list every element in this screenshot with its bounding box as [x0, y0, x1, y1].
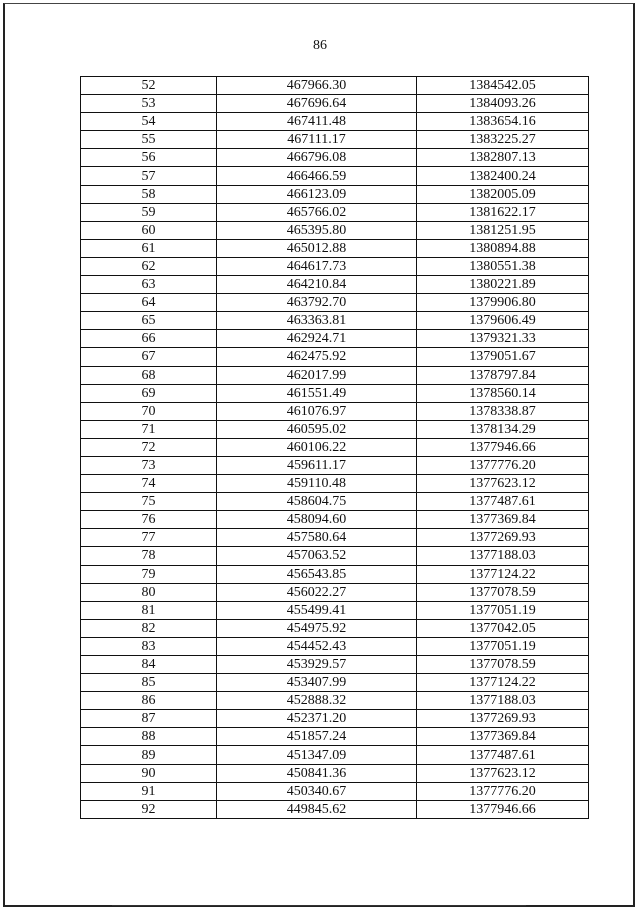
table-row: [81, 149, 589, 167]
table-row: [81, 185, 589, 203]
table-row: [81, 366, 589, 384]
table-row: [81, 348, 589, 366]
y-coordinate-cell: 1380894.88: [417, 239, 589, 257]
point-number-cell: 75: [81, 493, 217, 511]
point-number-cell: 76: [81, 511, 217, 529]
x-coordinate-cell: 460106.22: [217, 438, 417, 456]
table-row: [81, 456, 589, 474]
point-number-cell: 52: [81, 77, 217, 95]
x-coordinate-cell: 466796.08: [217, 149, 417, 167]
point-number-cell: 64: [81, 294, 217, 312]
x-coordinate-cell: 451857.24: [217, 728, 417, 746]
point-number-cell: 67: [81, 348, 217, 366]
table-row: [81, 203, 589, 221]
table-row: [81, 113, 589, 131]
x-coordinate-cell: 464617.73: [217, 257, 417, 275]
y-coordinate-cell: 1377188.03: [417, 547, 589, 565]
point-number-cell: 73: [81, 456, 217, 474]
y-coordinate-cell: 1381622.17: [417, 203, 589, 221]
point-number-cell: 68: [81, 366, 217, 384]
table-row: [81, 583, 589, 601]
x-coordinate-cell: 455499.41: [217, 601, 417, 619]
table-row: [81, 656, 589, 674]
table-row: [81, 728, 589, 746]
table-row: [81, 384, 589, 402]
y-coordinate-cell: 1377078.59: [417, 583, 589, 601]
y-coordinate-cell: 1377042.05: [417, 619, 589, 637]
x-coordinate-cell: 467411.48: [217, 113, 417, 131]
x-coordinate-cell: 462475.92: [217, 348, 417, 366]
x-coordinate-cell: 457063.52: [217, 547, 417, 565]
point-number-cell: 90: [81, 764, 217, 782]
point-number-cell: 57: [81, 167, 217, 185]
y-coordinate-cell: 1377124.22: [417, 674, 589, 692]
point-number-cell: 80: [81, 583, 217, 601]
page-number: 86: [313, 38, 327, 53]
point-number-cell: 65: [81, 312, 217, 330]
bottom-rule: [112, 905, 526, 906]
x-coordinate-cell: 454975.92: [217, 619, 417, 637]
table-row: [81, 710, 589, 728]
point-number-cell: 58: [81, 185, 217, 203]
x-coordinate-cell: 467696.64: [217, 95, 417, 113]
y-coordinate-cell: 1377776.20: [417, 456, 589, 474]
table-row: [81, 511, 589, 529]
point-number-cell: 62: [81, 257, 217, 275]
table-row: [81, 402, 589, 420]
y-coordinate-cell: 1377776.20: [417, 782, 589, 800]
y-coordinate-cell: 1377369.84: [417, 511, 589, 529]
table-row: [81, 619, 589, 637]
x-coordinate-cell: 465766.02: [217, 203, 417, 221]
x-coordinate-cell: 463792.70: [217, 294, 417, 312]
table-row: [81, 800, 589, 818]
y-coordinate-cell: 1377946.66: [417, 800, 589, 818]
y-coordinate-cell: 1379606.49: [417, 312, 589, 330]
x-coordinate-cell: 452371.20: [217, 710, 417, 728]
point-number-cell: 72: [81, 438, 217, 456]
point-number-cell: 69: [81, 384, 217, 402]
y-coordinate-cell: 1379906.80: [417, 294, 589, 312]
point-number-cell: 78: [81, 547, 217, 565]
table-row: [81, 493, 589, 511]
table-row: [81, 764, 589, 782]
y-coordinate-cell: 1377487.61: [417, 493, 589, 511]
table-row: [81, 294, 589, 312]
table-row: [81, 565, 589, 583]
x-coordinate-cell: 456022.27: [217, 583, 417, 601]
y-coordinate-cell: 1377051.19: [417, 601, 589, 619]
y-coordinate-cell: 1377369.84: [417, 728, 589, 746]
point-number-cell: 55: [81, 131, 217, 149]
point-number-cell: 88: [81, 728, 217, 746]
x-coordinate-cell: 464210.84: [217, 276, 417, 294]
point-number-cell: 70: [81, 402, 217, 420]
y-coordinate-cell: 1377269.93: [417, 710, 589, 728]
coordinates-table-body: [81, 77, 589, 819]
coordinates-table: [80, 76, 589, 819]
x-coordinate-cell: 462017.99: [217, 366, 417, 384]
y-coordinate-cell: 1379051.67: [417, 348, 589, 366]
point-number-cell: 71: [81, 420, 217, 438]
x-coordinate-cell: 450340.67: [217, 782, 417, 800]
y-coordinate-cell: 1380551.38: [417, 257, 589, 275]
point-number-cell: 77: [81, 529, 217, 547]
point-number-cell: 63: [81, 276, 217, 294]
point-number-cell: 61: [81, 239, 217, 257]
table-row: [81, 131, 589, 149]
x-coordinate-cell: 465395.80: [217, 221, 417, 239]
y-coordinate-cell: 1378560.14: [417, 384, 589, 402]
y-coordinate-cell: 1382400.24: [417, 167, 589, 185]
y-coordinate-cell: 1384542.05: [417, 77, 589, 95]
x-coordinate-cell: 465012.88: [217, 239, 417, 257]
point-number-cell: 89: [81, 746, 217, 764]
y-coordinate-cell: 1377623.12: [417, 475, 589, 493]
x-coordinate-cell: 467111.17: [217, 131, 417, 149]
y-coordinate-cell: 1377946.66: [417, 438, 589, 456]
y-coordinate-cell: 1382807.13: [417, 149, 589, 167]
point-number-cell: 54: [81, 113, 217, 131]
y-coordinate-cell: 1380221.89: [417, 276, 589, 294]
y-coordinate-cell: 1381251.95: [417, 221, 589, 239]
table-row: [81, 637, 589, 655]
table-row: [81, 330, 589, 348]
y-coordinate-cell: 1378338.87: [417, 402, 589, 420]
table-row: [81, 420, 589, 438]
x-coordinate-cell: 450841.36: [217, 764, 417, 782]
x-coordinate-cell: 453929.57: [217, 656, 417, 674]
x-coordinate-cell: 466123.09: [217, 185, 417, 203]
y-coordinate-cell: 1377078.59: [417, 656, 589, 674]
y-coordinate-cell: 1379321.33: [417, 330, 589, 348]
y-coordinate-cell: 1377051.19: [417, 637, 589, 655]
point-number-cell: 79: [81, 565, 217, 583]
table-row: [81, 239, 589, 257]
y-coordinate-cell: 1377269.93: [417, 529, 589, 547]
point-number-cell: 56: [81, 149, 217, 167]
y-coordinate-cell: 1377124.22: [417, 565, 589, 583]
point-number-cell: 85: [81, 674, 217, 692]
x-coordinate-cell: 460595.02: [217, 420, 417, 438]
table-row: [81, 95, 589, 113]
y-coordinate-cell: 1377487.61: [417, 746, 589, 764]
point-number-cell: 82: [81, 619, 217, 637]
x-coordinate-cell: 459611.17: [217, 456, 417, 474]
y-coordinate-cell: 1383225.27: [417, 131, 589, 149]
x-coordinate-cell: 452888.32: [217, 692, 417, 710]
x-coordinate-cell: 453407.99: [217, 674, 417, 692]
table-row: [81, 475, 589, 493]
point-number-cell: 81: [81, 601, 217, 619]
point-number-cell: 91: [81, 782, 217, 800]
y-coordinate-cell: 1377188.03: [417, 692, 589, 710]
table-row: [81, 257, 589, 275]
table-row: [81, 529, 589, 547]
x-coordinate-cell: 457580.64: [217, 529, 417, 547]
x-coordinate-cell: 454452.43: [217, 637, 417, 655]
x-coordinate-cell: 461076.97: [217, 402, 417, 420]
x-coordinate-cell: 449845.62: [217, 800, 417, 818]
y-coordinate-cell: 1378134.29: [417, 420, 589, 438]
x-coordinate-cell: 458604.75: [217, 493, 417, 511]
x-coordinate-cell: 459110.48: [217, 475, 417, 493]
y-coordinate-cell: 1383654.16: [417, 113, 589, 131]
table-row: [81, 77, 589, 95]
x-coordinate-cell: 466466.59: [217, 167, 417, 185]
x-coordinate-cell: 461551.49: [217, 384, 417, 402]
y-coordinate-cell: 1378797.84: [417, 366, 589, 384]
x-coordinate-cell: 467966.30: [217, 77, 417, 95]
table-row: [81, 438, 589, 456]
point-number-cell: 92: [81, 800, 217, 818]
point-number-cell: 84: [81, 656, 217, 674]
x-coordinate-cell: 451347.09: [217, 746, 417, 764]
point-number-cell: 86: [81, 692, 217, 710]
y-coordinate-cell: 1382005.09: [417, 185, 589, 203]
table-row: [81, 674, 589, 692]
table-row: [81, 692, 589, 710]
table-row: [81, 601, 589, 619]
y-coordinate-cell: 1384093.26: [417, 95, 589, 113]
point-number-cell: 74: [81, 475, 217, 493]
x-coordinate-cell: 458094.60: [217, 511, 417, 529]
table-row: [81, 221, 589, 239]
table-row: [81, 746, 589, 764]
point-number-cell: 83: [81, 637, 217, 655]
table-row: [81, 167, 589, 185]
x-coordinate-cell: 462924.71: [217, 330, 417, 348]
point-number-cell: 60: [81, 221, 217, 239]
x-coordinate-cell: 456543.85: [217, 565, 417, 583]
table-row: [81, 276, 589, 294]
y-coordinate-cell: 1377623.12: [417, 764, 589, 782]
point-number-cell: 87: [81, 710, 217, 728]
point-number-cell: 66: [81, 330, 217, 348]
table-row: [81, 547, 589, 565]
table-row: [81, 782, 589, 800]
x-coordinate-cell: 463363.81: [217, 312, 417, 330]
table-row: [81, 312, 589, 330]
point-number-cell: 53: [81, 95, 217, 113]
point-number-cell: 59: [81, 203, 217, 221]
